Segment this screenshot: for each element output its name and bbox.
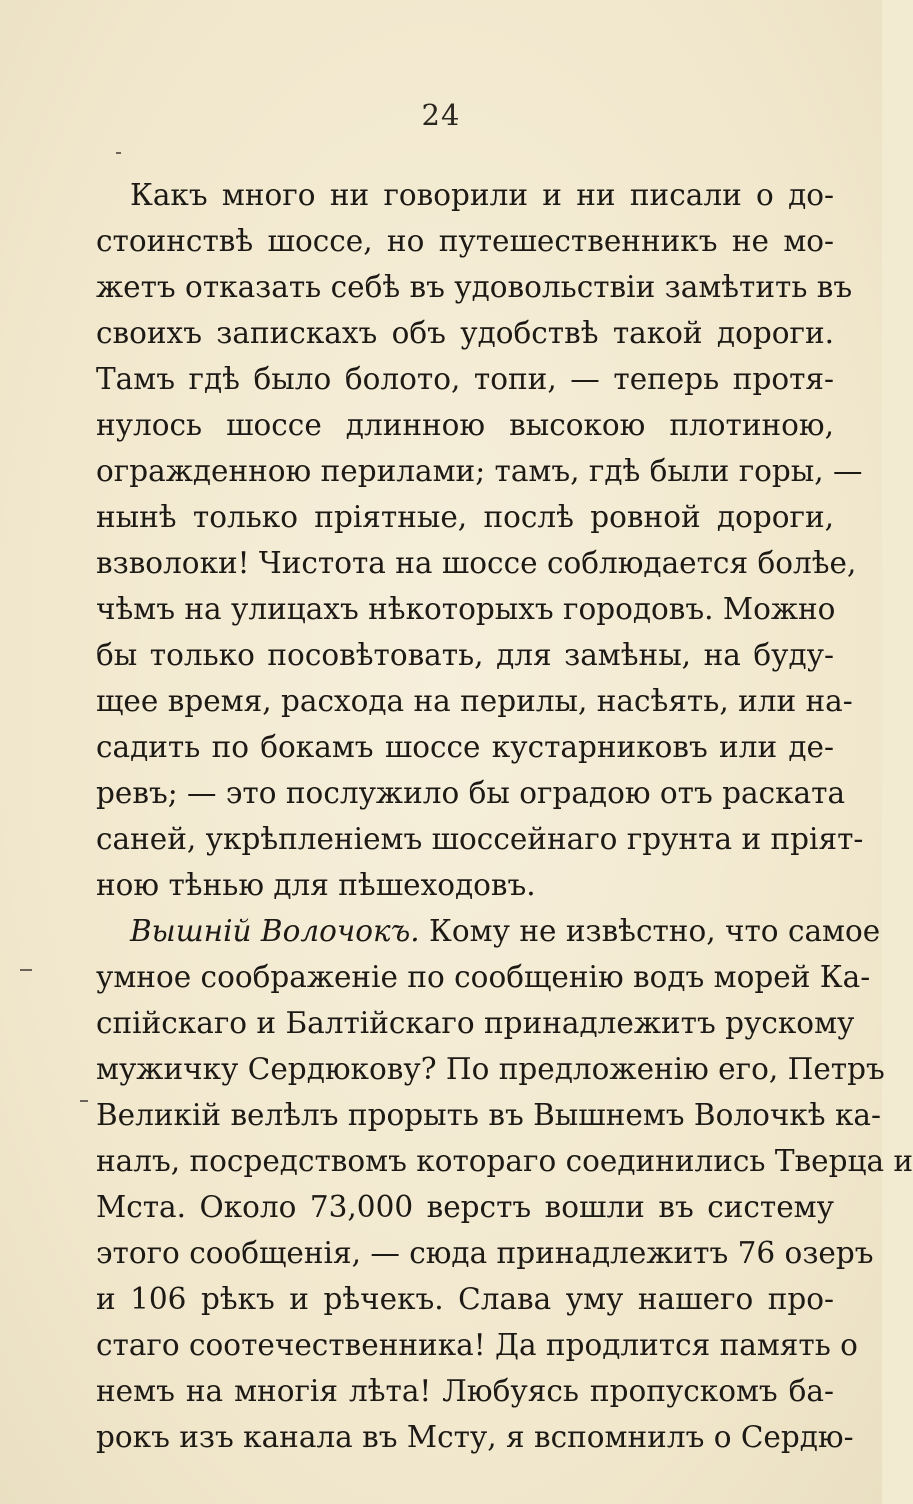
text-line-rest: Кому не извѣстно, что самое	[429, 914, 881, 948]
text-line: налъ, посредствомъ котораго соединились Тверца и	[96, 1144, 913, 1178]
text-line: жетъ отказать себѣ въ удовольствіи замѣтить въ	[96, 270, 853, 304]
page-number: 24	[421, 98, 461, 132]
text-line: нулось шоссе длинною высокою плотиною,	[96, 408, 834, 442]
body-text	[96, 172, 913, 1460]
text-line: рокъ изъ канала въ Мсту, я вспомнилъ о Сердю-	[96, 1420, 854, 1454]
paragraph-2	[96, 908, 913, 1460]
text-line: чѣмъ на улицахъ нѣкоторыхъ городовъ. Можно	[96, 592, 836, 626]
text-line: спійскаго и Балтійскаго принадлежитъ рускому	[96, 1006, 855, 1040]
text-line: Великій велѣлъ прорыть въ Вышнемъ Волочкѣ ка-	[96, 1098, 881, 1132]
text-line: взволоки! Чистота на шоссе соблюдается болѣе,	[96, 546, 857, 580]
text-line: ревъ; — это послужило бы оградою отъ раската	[96, 776, 846, 810]
text-line: немъ на многія лѣта! Любуясь пропускомъ ба-	[96, 1374, 834, 1408]
text-line: Какъ много ни говорили и ни писали о до-	[130, 178, 834, 212]
text-line: стаго соотечественника! Да продлится память о	[96, 1328, 858, 1362]
text-line: саней, укрѣпленіемъ шоссейнаго грунта и пріят-	[96, 822, 864, 856]
text-line	[96, 908, 881, 954]
text-line: садить по бокамъ шоссе кустарниковъ или де-	[96, 730, 834, 764]
margin-mark	[20, 969, 32, 971]
text-line: ною тѣнью для пѣшеходовъ.	[96, 868, 536, 902]
text-line: бы только посовѣтовать, для замѣны, на буду-	[96, 638, 834, 672]
text-line: Мста. Около 73,000 верстъ вошли въ систему	[96, 1190, 834, 1224]
text-line: мужичку Сердюкову? По предложенію его, Петръ	[96, 1052, 885, 1086]
italic-heading: Вышній Волочокъ.	[130, 914, 420, 948]
margin-mark	[116, 152, 121, 154]
text-line: своихъ запискахъ объ удобствѣ такой дороги.	[96, 316, 834, 350]
text-line: щее время, расхода на перилы, насѣять, или на-	[96, 684, 853, 718]
text-line: Тамъ гдѣ было болото, топи, — теперь протя-	[96, 362, 834, 396]
text-line: нынѣ только пріятные, послѣ ровной дороги,	[96, 500, 834, 534]
paragraph-1	[96, 172, 864, 908]
text-line: умное соображеніе по сообщенію водъ морей Ка-	[96, 960, 871, 994]
text-line: огражденною перилами; тамъ, гдѣ были горы, —	[96, 454, 863, 488]
text-line: этого сообщенія, — сюда принадлежитъ 76 озеръ	[96, 1236, 874, 1270]
text-line: стоинствѣ шоссе, но путешественникъ не мо-	[96, 224, 834, 258]
text-line: и 106 рѣкъ и рѣчекъ. Слава уму нашего про-	[96, 1282, 834, 1316]
margin-mark	[80, 1100, 88, 1102]
